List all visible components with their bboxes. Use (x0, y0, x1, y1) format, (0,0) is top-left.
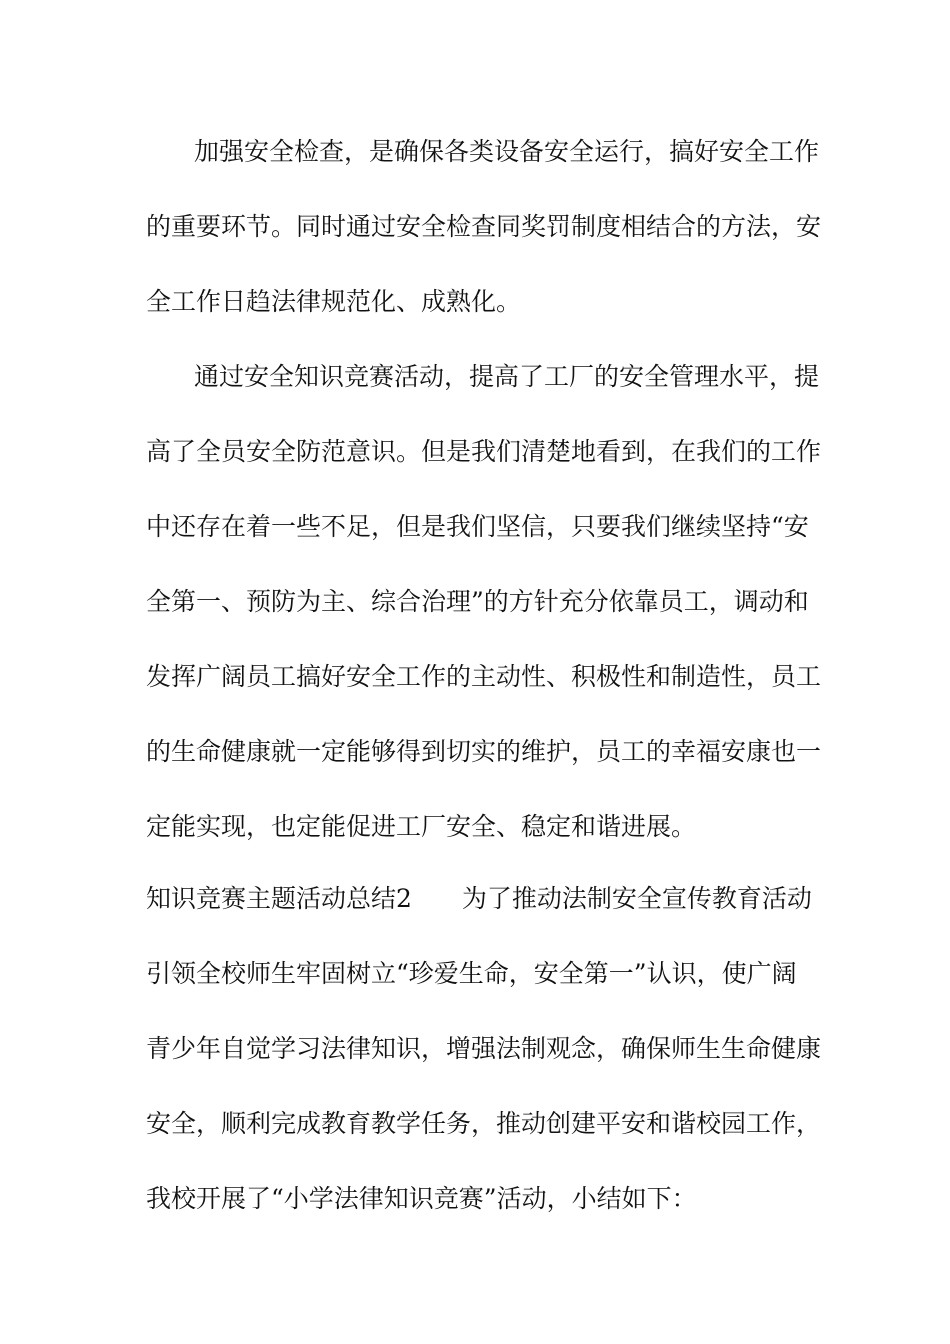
paragraph-line: 安全，顺利完成教育教学任务，推动创建平安和谐校园工作， (146, 1109, 822, 1138)
paragraph-line: 发挥广阔员工搞好安全工作的主动性、积极性和制造性，员工 (146, 662, 822, 691)
paragraph-line: 中还存在着一些不足，但是我们坚信，只要我们继续坚持“安 (146, 512, 809, 541)
paragraph-line: 引领全校师生牢固树立“珍爱生命，安全第一”认识，使广阔 (146, 959, 797, 988)
section-heading-line (146, 879, 826, 919)
paragraph-line: 定能实现，也定能促进工厂安全、稳定和谐进展。 (146, 812, 697, 841)
paragraph-line: 的重要环节。同时通过安全检查同奖罚制度相结合的方法，安 (146, 212, 822, 241)
paragraph-line: 加强安全检查，是确保各类设备安全运行，搞好安全工作 (194, 137, 820, 166)
paragraph-line: 全工作日趋法律规范化、成熟化。 (146, 287, 522, 316)
paragraph-line: 的生命健康就一定能够得到切实的维护，员工的幸福安康也一 (146, 737, 822, 766)
paragraph-line: 我校开展了“小学法律知识竞赛”活动，小结如下： (146, 1184, 697, 1213)
section-first-line: 为了推动法制安全宣传教育活动 (461, 884, 812, 913)
paragraph-line: 高了全员安全防范意识。但是我们清楚地看到，在我们的工作 (146, 437, 822, 466)
paragraph-line: 通过安全知识竞赛活动，提高了工厂的安全管理水平，提 (194, 362, 820, 391)
section-heading: 知识竞赛主题活动总结2 (146, 884, 412, 913)
paragraph-line: 全第一、预防为主、综合治理”的方针充分依靠员工，调动和 (146, 587, 809, 616)
paragraph-line: 青少年自觉学习法律知识，增强法制观念，确保师生生命健康 (146, 1034, 822, 1063)
